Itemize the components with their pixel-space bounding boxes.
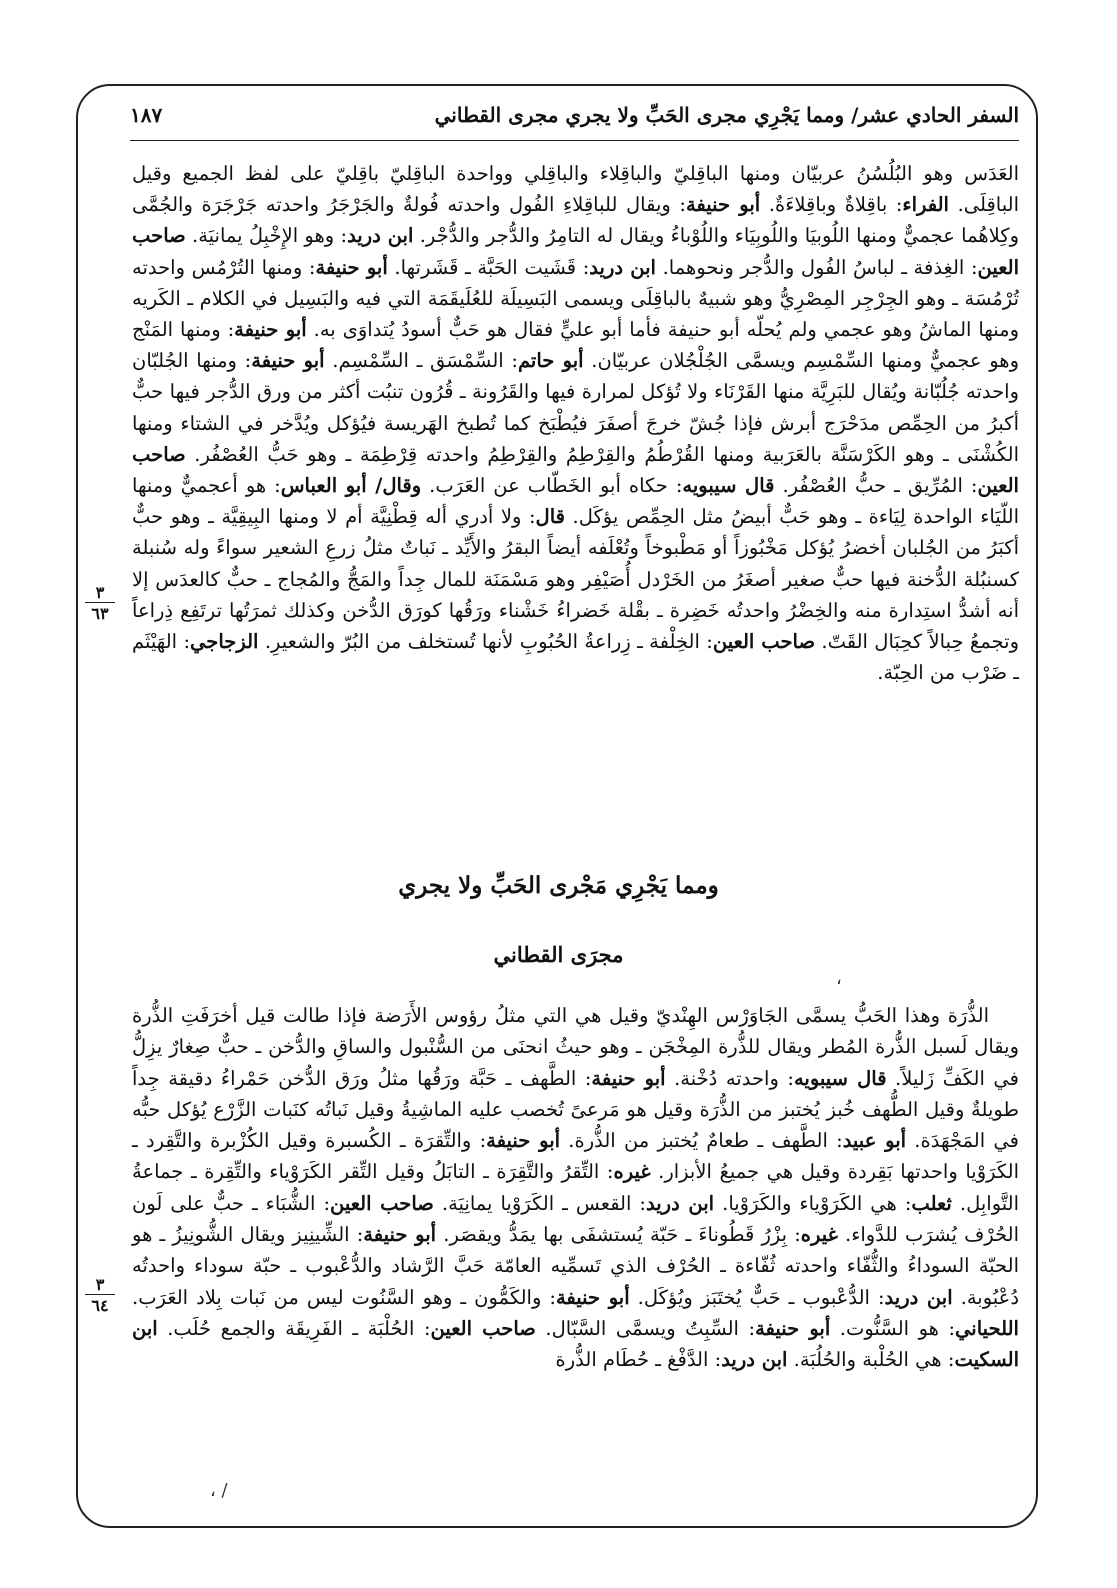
source-name: ابن دريد xyxy=(884,1285,953,1309)
margin-folio-note xyxy=(80,1276,120,1314)
page-header xyxy=(130,90,1019,141)
source-name: صاحب العين xyxy=(132,224,1020,279)
margin-note-folio: ٦٤ xyxy=(91,1296,109,1315)
source-name: أبو حنيفة xyxy=(363,1223,437,1247)
source-name: ابن دريد xyxy=(721,1348,788,1372)
stray-mark: ، xyxy=(836,968,842,989)
source-name: اللحياني xyxy=(955,1316,1019,1340)
source-name: أبو حنيفة xyxy=(755,1316,831,1340)
margin-note-divider xyxy=(85,1294,115,1295)
section-heading: ومما يَجْرِي مَجْرى الحَبِّ ولا يجري xyxy=(398,872,719,899)
source-name: غيره xyxy=(800,1223,838,1247)
margin-note-divider xyxy=(85,602,115,603)
source-name: قال سيبويه xyxy=(793,1066,887,1090)
source-name: قال xyxy=(535,505,565,529)
source-name: ثعلب xyxy=(911,1191,952,1215)
margin-note-volume: ٣ xyxy=(95,583,105,602)
margin-note-folio: ٦٣ xyxy=(91,604,109,623)
stray-mark: / ، xyxy=(210,1480,228,1501)
source-name: ابن دريد xyxy=(646,1191,715,1215)
source-name: أبو حنيفة xyxy=(591,1066,666,1090)
source-name: ابن دريد xyxy=(589,255,656,279)
body-text-section-2 xyxy=(132,1000,1019,1376)
source-name: صاحب العين xyxy=(330,1191,434,1215)
paragraph: العَدَس وهو البُلُسُنُ عربيّان ومنها الباقِليّ والباقِلاء والباقِلي وواحدة الباقِليّ باقِليّ على لفظ الجميع وقيل الباقِلَى. الفراء: باقِلاةٌ وباقِلاءَةٌ. أبو حنيفة: ويقال للباقِلاءِ الفُول واحدته فُولةٌ والجَرْجَرُ واحدته جَرْجَرَة والجُمَّى وكِلاهُما عجميٌّ ومنها اللُوبيَا واللُوبِيَاء واللُوْباءُ ويقال له التامِرُ والدُّجر والدُّجْر. ابن دريد: وهو الإِخْبِلُ يمانيَة. صاحب العين: الغِذفة ـ لباسُ الفُول والدُّجر ونحوهما. ابن دريد: قَشَيت الحَبَّة ـ قَشَرتها. أبو حنيفة: ومنها التُرْمُس واحدته تُرْمُسَة ـ وهو الجِرْجِر المِصْرِيُّ وهو شبيهٌ بالباقِلَى ويسمى البَسِيلَة للعُلَيقَمَة التي فيه والبَسِيل في الكلام ـ الكَريه ومنها الماشُ وهو عجمي ولم يُحلّه أبو حنيفة فأما أبو عليٍّ فقال هو حَبٌّ أسودُ يُتداوَى به. أبو حنيفة: ومنها المَنْج وهو عجميٌّ ومنها السِّمْسِم ويسمَّى الجُلْجُلان عربيّان. أبو حاتم: السِّمْسَق ـ السِّمْسِم. أبو حنيفة: ومنها الجُلبّان واحدته جُلُبّانة ويُقال للبَرِيَّة منها القَرْنَاء ولا تُؤكل لمرارة فيها والقَرُونة ـ قُرُون تنبُت أكثر من ورق الدُّجر فيها حبٌّ أكبرُ من الحِمِّص مدَحْرَج أبرش فإذا جُشّ خرجَ أصفَرَ فيُطْبَخ كما تُطبخ الهَريسة فيُؤكل ويُدَّخر في الشتاء ومنها الكُشْنَى ـ وهو الكَرْسَنَّة بالعَرَبية ومنها القُرْطُمُ والقِرْطِمُ والقِرْطِمُ واحدته قِرْطِمَة ـ وهو حَبُّ العُصْفُر. صاحب العين: المُرِّيق ـ حبُّ العُصْفُر. قال سيبويه: حكاه أبو الخَطّاب عن العَرَب. وقال/ أبو العباس: هو أعجميٌّ ومنها اللّيَاء الواحدة لِيَاءة ـ وهو حَبٌّ أبيضُ مثل الحِمِّص يؤكَل. قال: ولا أدري أله قِطْنِيَّة أم لا ومنها البِيقِيَّة ـ وهو حبٌّ أكبَرُ من الجُلبان أخضرُ يُؤكل مَخْبُوزاً أو مَطْبوخاً وتُعْلَفه أيضاً البقرُ والأَيِّد ـ نَباتٌ مثلُ زرعِ الشعير سواءً وله سُنبلة كسنبُلة الدُّخنة فيها حبٌّ صغير أصغَرُ من الخَرْدل أُصَيْفِر وهو مَسْمَنَة للمال جِداً والمَجُّ والمُجاج ـ حبٌّ كالعدَس إلا أنه أشدُّ استِدارة منه والخِضْرُ واحدتُه خَضِرة ـ بقْلة خَضراءُ خَشْناء ورَقُها كورَق الدُّخن وكذلك ثمرَتُها ترتَفِع ذِراعاً وتجمعُ حِبالاً كحِبَال القَتّ. صاحب العين: الخِلْفة ـ زِراعةُ الحُبُوبِ لأنها تُستخلف من البُرّ والشعيرِ. الزجاجي: الهَيْثَم ـ ضَرْب من الحِبّة. xyxy=(132,162,1020,685)
paragraph: الذُّرَة وهذا الحَبُّ يسمَّى الجَاوَرْس الهِنْديّ وقيل هي التي مثلُ رؤوس الأَرَضة فإذا طالت قيل أخرَفَتِ الذُّرة ويقال لَسبل الذُّرة المُطر ويقال للذُّرة المِخْجَن ـ وهو حيثُ انحنَى من السُّنْبول والساقِ والدُّخن ـ حبٌّ صِغارٌ يزِلُّ في الكَفِّ زَليلاً. قال سيبويه: واحدته دُخْنة. أبو حنيفة: الطَّهف ـ حَبَّة ورَقُها مثلُ ورَق الدُّخن حَمْراءُ دقيقة جِداً طويلةٌ وقيل الطُّهف خُبز يُختبز من الذُّرَة وقيل هو مَرعىً تُخصب عليه الماشِيةُ وقيل نَباتُه كنَبات الزَّرْع يُؤكل حبُّه في المَجْهَدَة. أبو عبيد: الطَّهف ـ طعامٌ يُختبز من الذُّرة. أبو حنيفة: والتِّقرَة ـ الكُسبرة وقيل الكُزْبرة والتَّقِرد ـ الكَرَوْيا واحدتها بَقِردة وقيل هي جميعُ الأبزار. غيره: التِّقرُ والتَّقِرَة ـ التابَلُ وقيل التِّقر الكَرَوْياء والتِّقِرة ـ جماعةُ التَّوابِل. ثعلب: هي الكَرَوْياء والكَرَوْيا. ابن دريد: القعس ـ الكَرَوْيا يمانِيَة. صاحب العين: الشُّبَاء ـ حبٌّ على لَون الحُرْف يُشرَب للدَّواء. غيره: بِزْرُ قَطُوناءَ ـ حَبّة يُستشفَى بها يمَدُّ ويقصَر. أبو حنيفة: الشِّينِيز ويقال الشُّونِيزُ ـ هو الحبّة السوداءُ والثُّفّاء واحدته ثُفّاءة ـ الحُرْف الذي تَسمِّيه العامّة حَبَّ الرَّشاد والدُّعْبوب ـ حبّة سوداء واحدتُه دُعْبُوبة. ابن دريد: الدُّعْبوب ـ حَبٌّ يُختَبَز ويُؤكَل. أبو حنيفة: والكَمُّون ـ وهو السَّنُوت ليس من نَبات بِلاد العَرَب. اللحياني: هو السَّنُّوت. أبو حنيفة: السِّبِتُ ويسمَّى السَّبّال. صاحب العين: الحُلْبَة ـ الفَرِيقَة والجمع حُلَب. ابن السكيت: هي الحُلْبة والحُلُبَة. ابن دريد: الدَّفْغ ـ حُطَام الذُّرة xyxy=(132,1004,1020,1372)
source-name: ابن السكيت xyxy=(132,1316,1019,1372)
source-name: الزجاجي xyxy=(190,630,259,654)
margin-note-volume: ٣ xyxy=(95,1275,105,1294)
section-subheading: مجرَى القطاني xyxy=(493,942,624,967)
body-text-section-1 xyxy=(132,158,1019,688)
source-name: غيره xyxy=(613,1160,651,1184)
source-name: أبو عبيد xyxy=(842,1129,907,1153)
source-name: صاحب العين xyxy=(712,630,815,654)
source-name: أبو حنيفة xyxy=(315,255,388,279)
source-name: صاحب العين xyxy=(132,442,1019,498)
margin-folio-note xyxy=(80,584,120,622)
source-name: أبو حنيفة xyxy=(486,1129,561,1153)
source-name: صاحب العين xyxy=(430,1316,536,1340)
source-name: أبو حنيفة xyxy=(234,318,307,342)
running-title: السفر الحادي عشر/ ومما يَجْرِي مجرى الحَبِّ ولا يجري مجرى القطاني xyxy=(434,103,1019,127)
page-number: ١٨٧ xyxy=(130,103,163,127)
source-name: أبو حاتم xyxy=(517,349,584,373)
source-name: وقال/ أبو العباس xyxy=(280,474,422,498)
source-name: ابن دريد xyxy=(347,224,414,248)
source-name: قال سيبويه xyxy=(682,474,775,498)
source-name: أبو حنيفة xyxy=(251,349,325,373)
source-name: أبو حنيفة xyxy=(555,1285,630,1309)
source-name: أبو حنيفة xyxy=(685,193,761,217)
source-name: الفراء xyxy=(902,193,949,217)
